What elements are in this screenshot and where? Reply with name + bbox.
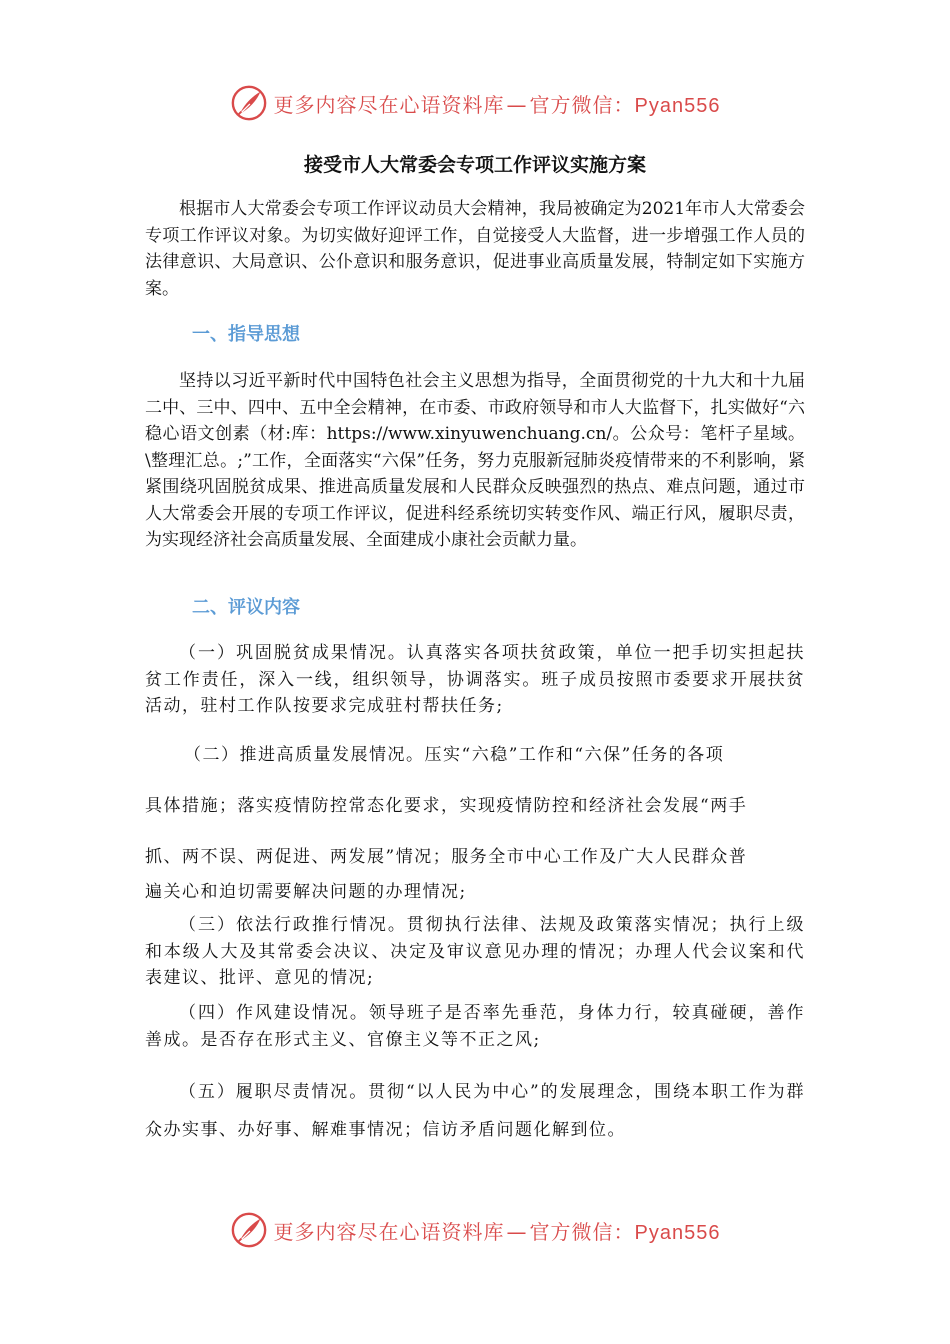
banner-wechat-label: 官方微信： <box>529 1219 635 1244</box>
section-heading-2: 二、评议内容 <box>192 597 300 618</box>
quill-pen-circle-icon <box>230 84 268 122</box>
header-banner <box>0 78 950 128</box>
item-2-line-1: （二）推进高质量发展情况。压实“六稳”工作和“六保”任务的各项 <box>184 745 725 765</box>
section1-text: 坚持以习近平新时代中国特色社会主义思想为指导，全面贯彻党的十九大和十九届二中、三中、四中、五中全会精神，在市委、市政府领导和市人大监督下，扎实做好“六稳心语文创素（材:库：https://www.xinyuwenchuang.cn/。公众号：笔杆子星域。\整理汇总。;”工作，全面落实“六保”任务，努力克服新冠肺炎疫情带来的不利影响，紧紧围绕巩固脱贫成果、推进高质量发展和人民群众反映强烈的热点、难点问题，通过市人大常委会开展的专项工作评议，促进科经系统切实转变作风、端正行风，履职尽责，为实现经济社会高质量发展、全面建成小康社会贡献力量。 <box>145 371 805 550</box>
item-3-text: （三）依法行政推行情况。贯彻执行法律、法规及政策落实情况；执行上级和本级人大及其常委会决议、决定及审议意见办理的情况；办理人代会议案和代表建议、批评、意见的情况; <box>145 915 805 988</box>
item-4-paragraph <box>145 1000 805 1053</box>
document-title: 接受市人大常委会专项工作评议实施方案 <box>303 154 646 176</box>
section-heading-1: 一、指导思想 <box>192 324 300 345</box>
intro-text: 根据市人大常委会专项工作评议动员大会精神，我局被确定为2021年市人大常委会专项工作评议对象。为切实做好迎评工作，自觉接受人大监督，进一步增强工作人员的法律意识、大局意识、公仆意识和服务意识，促进事业高质量发展，特制定如下实施方案。 <box>145 199 805 299</box>
banner-wechat-id: Pyan556 <box>634 94 721 117</box>
section1-paragraph <box>145 368 805 554</box>
quill-pen-circle-icon <box>230 1211 268 1249</box>
item-2-line-3: 抓、两不误、两促进、两发展”情况；服务全市中心工作及广大人民群众普 <box>145 847 748 867</box>
intro-paragraph <box>145 196 805 302</box>
item-5-paragraph <box>145 1073 805 1149</box>
item-4-text: （四）作风建设情况。领导班子是否率先垂范，身体力行，较真碰硬，善作善成。是否存在形式主义、官僚主义等不正之风; <box>145 1003 805 1050</box>
banner-separator: — <box>506 1219 528 1244</box>
item-2-line-4: 遍关心和迫切需要解决问题的办理情况; <box>145 882 467 902</box>
item-1-text: （一）巩固脱贫成果情况。认真落实各项扶贫政策，单位一把手切实担起扶贫工作责任，深入一线，组织领导，协调落实。班子成员按照市委要求开展扶贫活动，驻村工作队按要求完成驻村帮扶任务; <box>145 643 805 716</box>
banner-separator: — <box>506 92 528 117</box>
banner-wechat-label: 官方微信： <box>529 92 635 117</box>
banner-wechat-id: Pyan556 <box>634 1221 721 1244</box>
banner-text: 更多内容尽在心语资料库 <box>273 92 505 117</box>
banner-text: 更多内容尽在心语资料库 <box>273 1219 505 1244</box>
item-2-line-2: 具体措施；落实疫情防控常态化要求，实现疫情防控和经济社会发展“两手 <box>145 796 748 816</box>
item-3-paragraph <box>145 912 805 992</box>
item-1-paragraph <box>145 640 805 720</box>
footer-banner <box>0 1205 950 1255</box>
item-5-text: （五）履职尽责情况。贯彻“以人民为中心”的发展理念，围绕本职工作为群众办实事、办好事、解难事情况；信访矛盾问题化解到位。 <box>145 1082 805 1140</box>
